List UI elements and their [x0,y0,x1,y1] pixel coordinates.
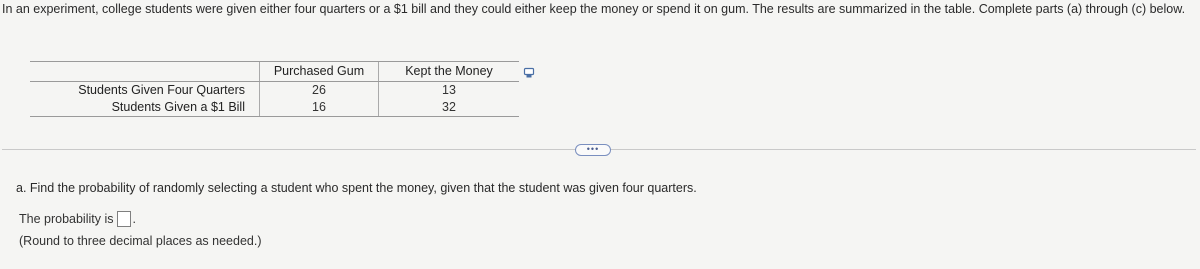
column-header-purchased-gum: Purchased Gum [260,62,379,82]
table-row [30,82,519,100]
data-table [30,61,519,117]
table-cell: 13 [379,82,520,100]
column-header-kept-money: Kept the Money [379,62,520,82]
copy-icon[interactable] [523,66,535,78]
row-header-one-dollar-bill: Students Given a $1 Bill [30,99,260,117]
answer-prefix: The probability is [19,211,114,226]
rounding-hint: (Round to three decimal places as needed.) [19,234,262,248]
table-header-row [30,62,519,82]
table-cell: 26 [260,82,379,100]
question-part-a: a. Find the probability of randomly selecting a student who spent the money, given that the student was given four quarters. [16,181,697,195]
answer-line [19,211,136,227]
more-button[interactable]: ••• [575,144,611,156]
table-cell: 16 [260,99,379,117]
table-row [30,99,519,117]
copy-icon-graphic [523,67,535,79]
table-cell: 32 [379,99,520,117]
row-header-four-quarters: Students Given Four Quarters [78,83,245,97]
answer-input[interactable] [117,211,131,227]
answer-suffix: . [132,211,136,226]
problem-intro: In an experiment, college students were given either four quarters or a $1 bill and they could either keep the money or spend it on gum. The results are summarized in the table. Complete parts (a) through (c) below. [2,2,1186,16]
table-corner-cell [30,62,260,82]
